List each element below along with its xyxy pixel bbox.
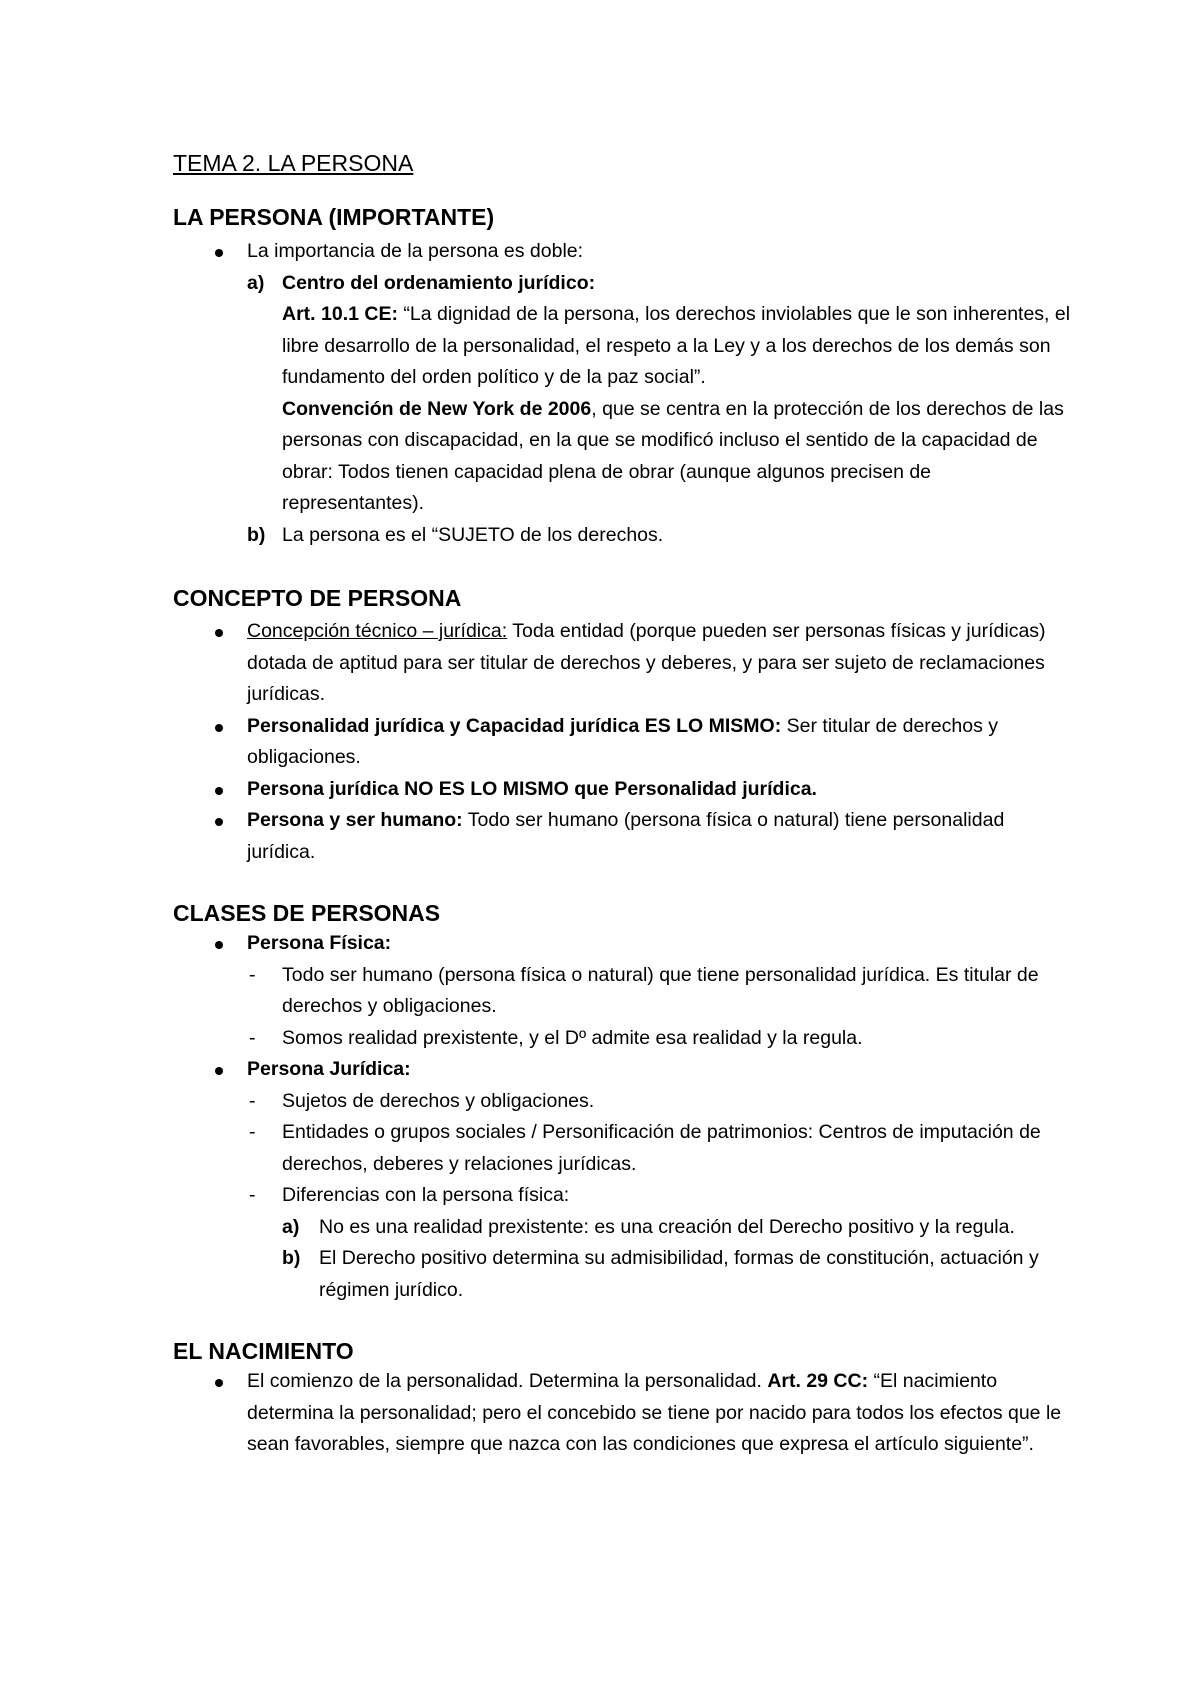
section-clases-de-personas <box>173 898 1073 1306</box>
list-item-text: El Derecho positivo determina su admisibilidad, formas de constitución, actuación y régimen jurídico. <box>319 1247 1039 1301</box>
dash-marker: - <box>249 1184 256 1206</box>
list-item-label: Personalidad jurídica y Capacidad jurídica ES LO MISMO: <box>247 714 782 737</box>
dash-marker: - <box>249 1026 256 1049</box>
dash-item <box>173 1023 1073 1055</box>
section-heading: CONCEPTO DE PERSONA <box>173 585 462 611</box>
bullet-icon <box>215 249 223 257</box>
document-title: TEMA 2. LA PERSONA <box>173 150 414 176</box>
article-reference: Art. 29 CC: <box>767 1370 869 1392</box>
section-heading: CLASES DE PERSONAS <box>173 900 441 926</box>
dash-item <box>173 960 1073 1023</box>
list-marker: b) <box>282 1247 301 1269</box>
section-el-nacimiento <box>173 1336 1073 1461</box>
paragraph <box>173 299 1073 394</box>
list-marker: a) <box>247 271 265 294</box>
document-body <box>173 148 1073 1491</box>
list-item-label: Persona y ser humano: <box>247 809 463 831</box>
list-item <box>173 236 1073 268</box>
list-item-text: El comienzo de la personalidad. Determina la personalidad. <box>247 1370 768 1392</box>
list-item-label: Persona Jurídica: <box>247 1058 411 1080</box>
list-marker: a) <box>282 1215 300 1238</box>
list-item <box>173 1054 1073 1086</box>
list-item <box>173 616 1073 711</box>
dash-item <box>173 1086 1073 1118</box>
section-heading: EL NACIMIENTO <box>173 1338 354 1364</box>
paragraph <box>173 394 1073 520</box>
section-heading: LA PERSONA (IMPORTANTE) <box>173 204 495 230</box>
bullet-icon <box>215 1067 223 1075</box>
bullet-icon <box>215 724 223 732</box>
bullet-icon <box>215 941 223 949</box>
list-item <box>173 268 1073 300</box>
bullet-icon <box>215 629 223 637</box>
bullet-icon <box>215 787 223 795</box>
list-item-text: La persona es el “SUJETO de los derechos. <box>282 523 664 546</box>
article-quote: “La dignidad de la persona, los derechos inviolables que le son inherentes, el libre desarrollo de la personalidad, el respeto a la Ley y a los derechos de los demás son fundamento del orden político y de la paz social”. <box>282 303 1071 388</box>
list-item-label: Persona Física: <box>247 932 392 954</box>
list-item-text: La importancia de la persona es doble: <box>247 240 584 262</box>
list-item <box>173 1212 1073 1244</box>
list-item-text: Toda entidad (porque pueden ser personas físicas y jurídicas) dotada de aptitud para ser titular de derechos y deberes, y para ser sujeto de reclamaciones jurídicas. <box>247 620 1046 705</box>
dash-marker: - <box>249 963 256 986</box>
dash-item <box>173 1117 1073 1180</box>
bullet-icon <box>215 1379 223 1387</box>
list-item-label: Centro del ordenamiento jurídico: <box>282 271 596 294</box>
dash-item-text: Somos realidad prexistente, y el Dº admite esa realidad y la regula. <box>282 1026 863 1049</box>
list-item-text: Ser titular de derechos y obligaciones. <box>247 714 998 768</box>
dash-marker: - <box>249 1121 256 1143</box>
list-item-text: No es una realidad prexistente: es una creación del Derecho positivo y la regula. <box>319 1215 1015 1238</box>
article-reference: Art. 10.1 CE: <box>282 303 398 325</box>
list-item <box>173 774 1073 806</box>
list-item <box>173 928 1073 960</box>
dash-item-text: Todo ser humano (persona física o natural) que tiene personalidad jurídica. Es titular de derechos y obligaciones. <box>282 963 1039 1017</box>
dash-marker: - <box>249 1089 256 1112</box>
convention-text: , que se centra en la protección de los derechos de las personas con discapacidad, en la que se modificó incluso el sentido de la capacidad de obrar: Todos tienen capacidad plena de obrar (aunque algunos precisen de representantes). <box>282 397 1064 514</box>
dash-item-text: Sujetos de derechos y obligaciones. <box>282 1089 595 1112</box>
list-item <box>173 1366 1073 1461</box>
article-quote: “El nacimiento determina la personalidad; pero el concebido se tiene por nacido para todos los efectos que le sean favorables, siempre que nazca con las condiciones que expresa el artículo siguiente”. <box>247 1370 1062 1455</box>
list-marker: b) <box>247 523 266 546</box>
list-item-text: Todo ser humano (persona física o natural) tiene personalidad jurídica. <box>247 809 1005 863</box>
dash-item-text: Entidades o grupos sociales / Personificación de patrimonios: Centros de imputación de derechos, deberes y relaciones jurídicas. <box>282 1121 1041 1175</box>
dash-item-text: Diferencias con la persona física: <box>282 1184 570 1206</box>
convention-reference: Convención de New York de 2006 <box>282 397 592 420</box>
list-item <box>173 520 1073 552</box>
list-item <box>173 711 1073 774</box>
list-item-label: Concepción técnico – jurídica: <box>247 620 508 642</box>
list-item-label: Persona jurídica NO ES LO MISMO que Personalidad jurídica. <box>247 777 817 800</box>
bullet-icon <box>215 818 223 826</box>
list-item <box>173 805 1073 868</box>
dash-item <box>173 1180 1073 1212</box>
section-concepto-de-persona <box>173 583 1073 868</box>
section-la-persona <box>173 202 1073 551</box>
list-item <box>173 1243 1073 1306</box>
